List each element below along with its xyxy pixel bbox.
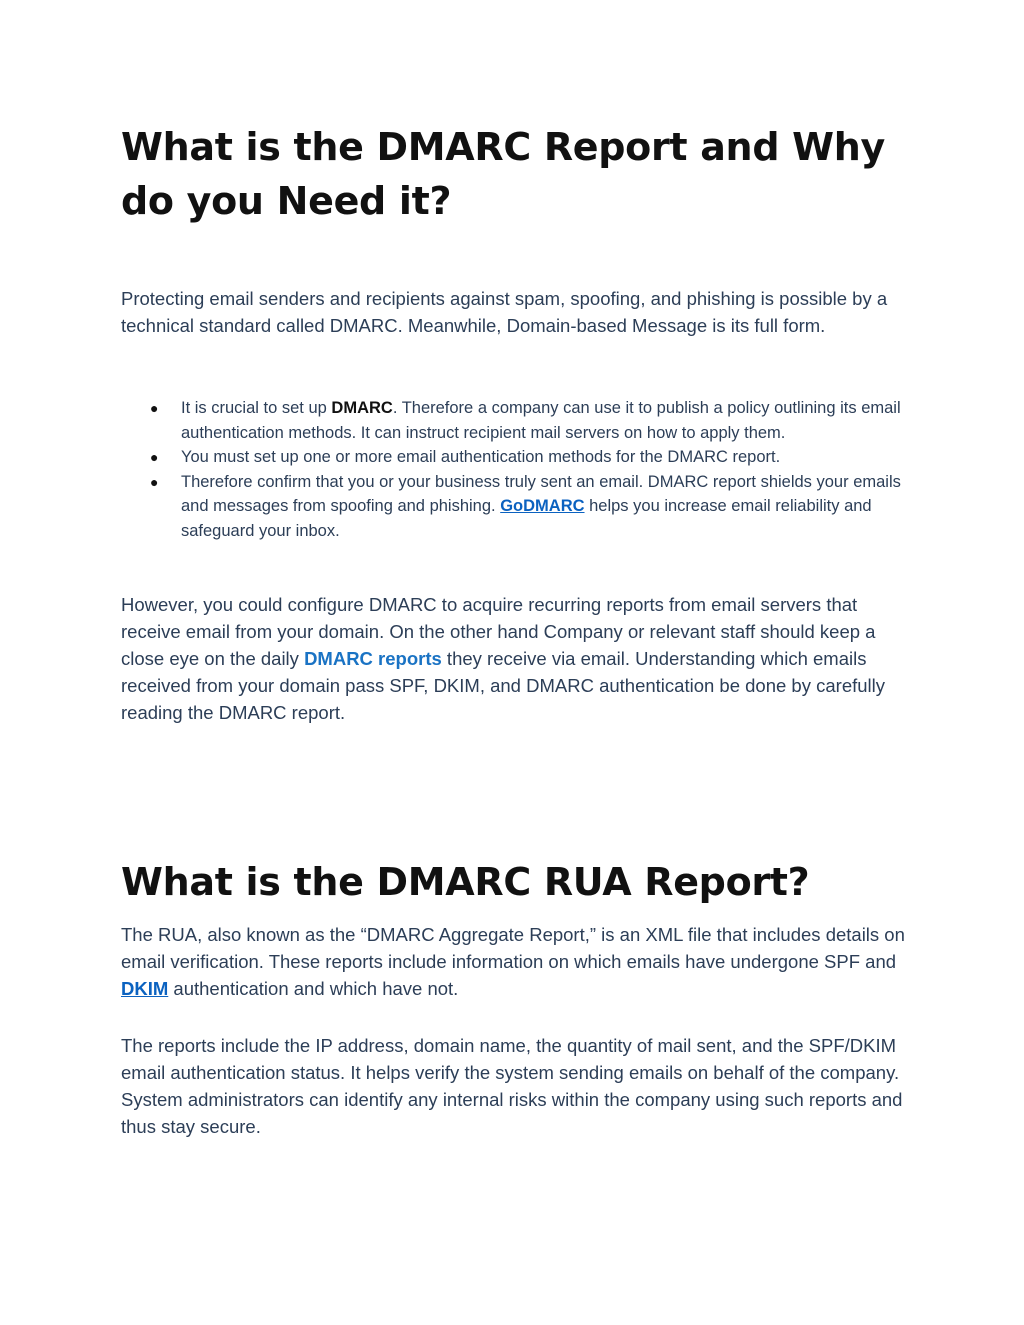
para-2-text-end: they receive via email. Understanding which emails received from your domain pass SPF, DKIM, and DMARC authentication be done by carefully reading the DMARC report. [121,648,886,723]
bullet-icon: ● [150,400,159,416]
bullet-3-text-start: Therefore confirm that you or your business truly sent an email. DMARC report shields your emails and messages from spoofing and phishing. [181,472,901,515]
rua-text-start: The RUA, also known as the “DMARC Aggregate Report,” is an XML file that includes details on email verification. These reports include information on which emails have undergone SPF and [121,924,905,972]
section-2-paragraph-2: The reports include the IP address, domain name, the quantity of mail sent, and the SPF/DKIM email authentication status. It helps verify the system sending emails on behalf of the company. System administrators can identify any internal risks within the company using such reports and thus stay secure. [121,1035,903,1137]
godmarc-link[interactable]: GoDMARC [500,497,585,515]
section-2-heading: What is the DMARC RUA Report? [121,860,810,904]
intro-paragraph: Protecting email senders and recipients against spam, spoofing, and phishing is possible by a technical standard called DMARC. Meanwhile, Domain-based Message is its full form. [121,288,888,336]
para-2-text-start: However, you could configure DMARC to acquire recurring reports from email servers that receive email from your domain. On the other hand Company or relevant staff should keep a close eye on the daily [121,594,876,669]
section-1-heading: What is the DMARC Report and Why do you Need it? [121,125,885,223]
list-item [121,470,901,544]
dkim-link[interactable]: DKIM [121,978,169,999]
rua-text-end: authentication and which have not. [168,978,459,999]
bullet-icon: ● [150,473,159,490]
bullet-3-text-end: helps you increase email reliability and safeguard your inbox. [181,497,872,540]
dmarc-reports-link[interactable]: DMARC reports [304,648,442,669]
section-2-paragraph-1 [121,921,911,1002]
section-1-paragraph-2 [121,591,911,726]
bullet-1-text-start: It is crucial to set up [181,399,332,417]
bullet-icon: ● [150,449,159,465]
list-item [121,396,901,445]
bullet-list [121,396,901,543]
list-item [121,445,901,470]
bullet-2-text: You must set up one or more email authentication methods for the DMARC report. [181,448,781,466]
dmarc-bold-term: DMARC [331,399,393,417]
bullet-1-text-end: . Therefore a company can use it to publish a policy outlining its email authentication methods. It can instruct recipient mail servers on how to apply them. [181,399,901,442]
